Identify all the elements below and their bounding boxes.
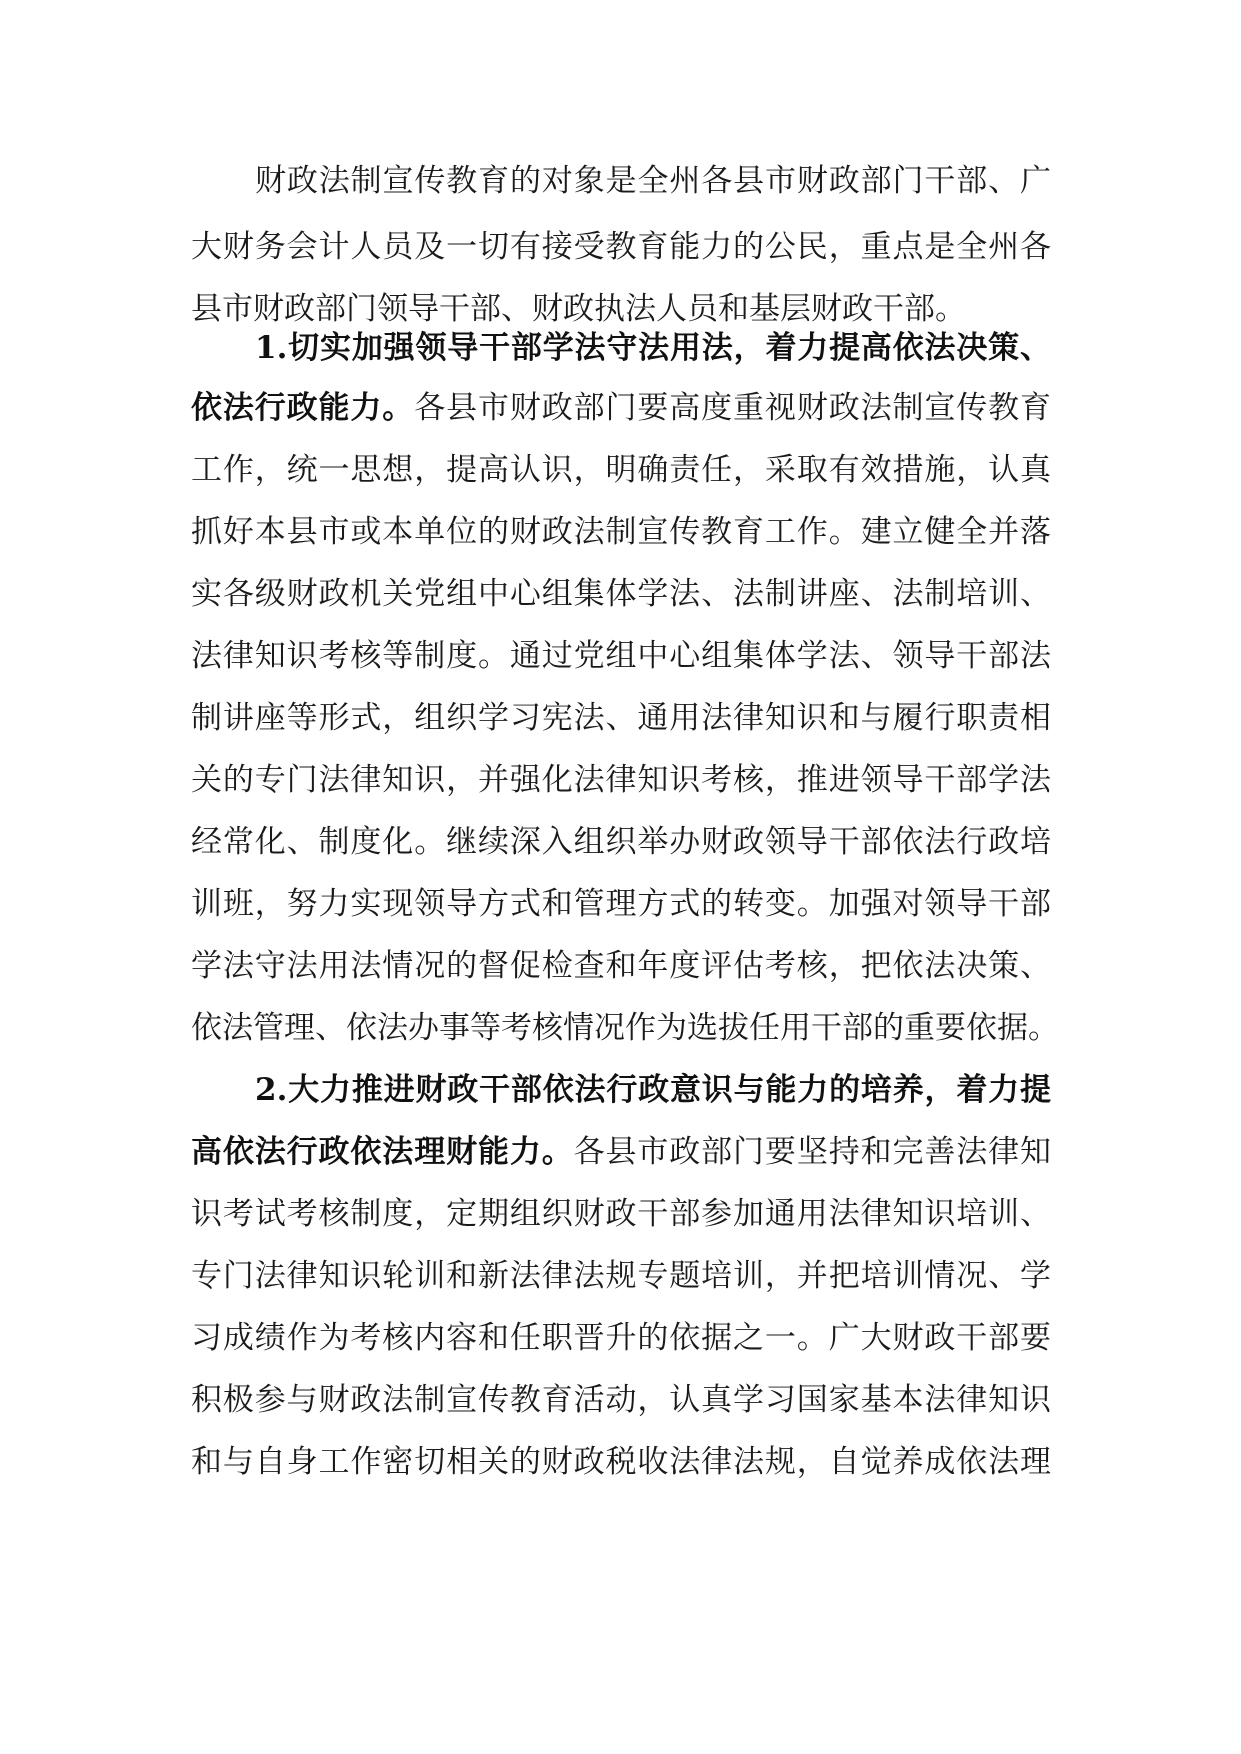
paragraph-2-line-11: 学法守法用法情况的督促检查和年度评估考核，把依法决策、 (191, 948, 1051, 984)
paragraph-2-line-12: 依法管理、依法办事等考核情况作为选拔任用干部的重要依据。 (191, 1010, 1059, 1046)
paragraph-2-line-3: 工作，统一思想，提高认识，明确责任，采取有效措施，认真 (191, 452, 1051, 488)
paragraph-2-line-2 (191, 375, 1051, 441)
section-2-heading-line-1: 2.大力推进财政干部依法行政意识与能力的培养，着力提 (255, 1072, 1051, 1108)
paragraph-3-line-4: 专门法律知识轮训和新法律法规专题培训，并把培训情况、学 (191, 1258, 1051, 1294)
paragraph-3-line-2-text: 各县市政部门要坚持和完善法律知 (573, 1134, 1052, 1170)
paragraph-3-line-6: 积极参与财政法制宣传教育活动，认真学习国家基本法律知识 (191, 1382, 1051, 1418)
paragraph-2-line-8: 关的专门法律知识，并强化法律知识考核，推进领导干部学法 (191, 762, 1051, 798)
section-2-heading-tail: 高依法行政依法理财能力。 (191, 1134, 574, 1170)
paragraph-1-line-2: 大财务会计人员及一切有接受教育能力的公民，重点是全州各 (191, 229, 1051, 265)
paragraph-1-line-1: 财政法制宣传教育的对象是全州各县市财政部门干部、广 (255, 163, 1051, 199)
paragraph-3-line-5: 习成绩作为考核内容和任职晋升的依据之一。广大财政干部要 (191, 1320, 1051, 1356)
paragraph-1-line-3: 县市财政部门领导干部、财政执法人员和基层财政干部。 (191, 291, 966, 327)
paragraph-3-line-2 (191, 1119, 1051, 1185)
paragraph-2-line-4: 抓好本县市或本单位的财政法制宣传教育工作。建立健全并落 (191, 514, 1051, 550)
paragraph-2-line-2-text: 各县市财政部门要高度重视财政法制宣传教育 (414, 390, 1052, 426)
paragraph-2-line-9: 经常化、制度化。继续深入组织举办财政领导干部依法行政培 (191, 824, 1051, 860)
section-1-heading-line-1: 1.切实加强领导干部学法守法用法，着力提高依法决策、 (255, 330, 1051, 366)
section-1-heading-tail: 依法行政能力。 (191, 390, 415, 426)
paragraph-3-line-7: 和与自身工作密切相关的财政税收法律法规，自觉养成依法理 (191, 1444, 1051, 1480)
paragraph-2-line-10: 训班，努力实现领导方式和管理方式的转变。加强对领导干部 (191, 886, 1051, 922)
paragraph-2-line-5: 实各级财政机关党组中心组集体学法、法制讲座、法制培训、 (191, 576, 1051, 612)
paragraph-3-line-3: 识考试考核制度，定期组织财政干部参加通用法律知识培训、 (191, 1196, 1051, 1232)
paragraph-2-line-7: 制讲座等形式，组织学习宪法、通用法律知识和与履行职责相 (191, 700, 1051, 736)
paragraph-2-line-6: 法律知识考核等制度。通过党组中心组集体学法、领导干部法 (191, 638, 1051, 674)
